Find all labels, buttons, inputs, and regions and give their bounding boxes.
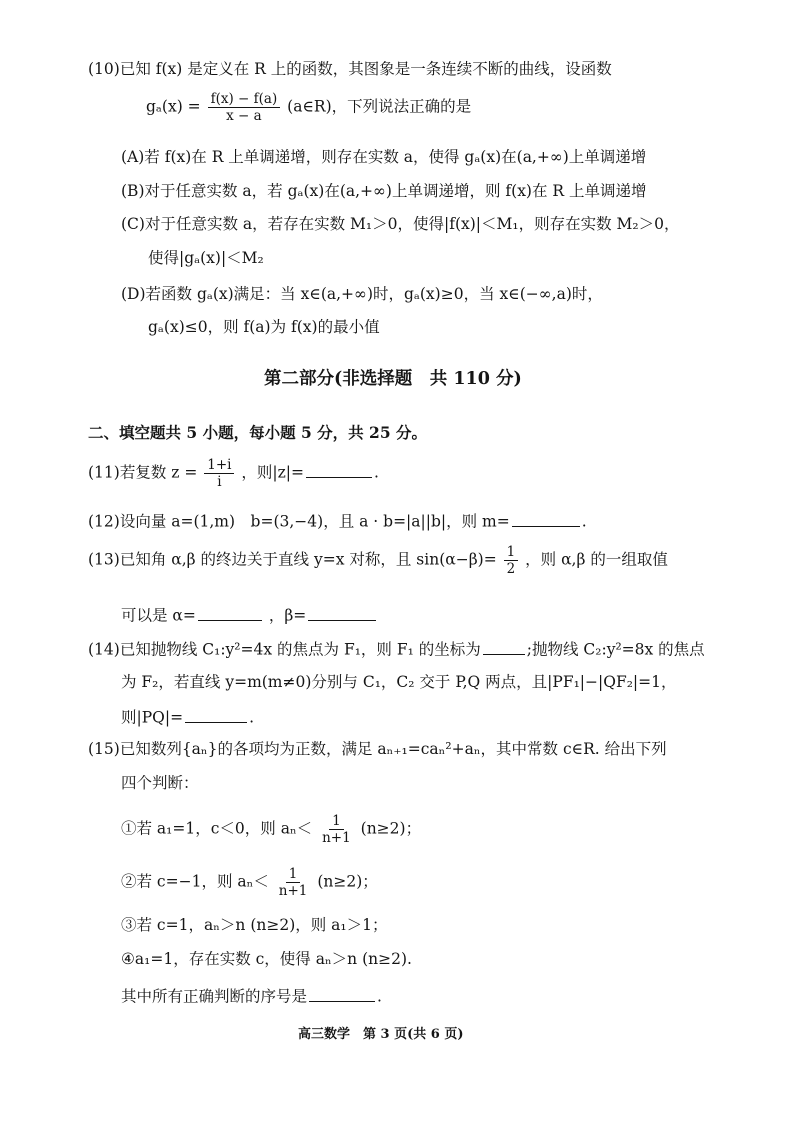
q13-numerator: 1 bbox=[504, 545, 519, 561]
q11-suffix: ，则|z|= bbox=[241, 463, 305, 482]
q14-line2: 为 F₂，若直线 y=m(m≠0)分别与 C₁，C₂ 交于 P,Q 两点，且|PF₁|−|QF₂|=1， bbox=[121, 673, 677, 691]
q11-answer-blank[interactable] bbox=[306, 461, 372, 478]
q14-pq-blank[interactable] bbox=[185, 706, 247, 723]
q10-option-d-line2: gₐ(x)≤0，则 f(a)为 f(x)的最小值 bbox=[148, 318, 380, 336]
j1-suffix: (n≥2)； bbox=[360, 819, 422, 838]
g-denominator: x − a bbox=[226, 108, 262, 125]
q10-option-d-line1: (D)若函数 gₐ(x)满足：当 x∈(a,+∞)时，gₐ(x)≥0，当 x∈(−∞,a)时， bbox=[121, 285, 603, 303]
j1-numerator: 1 bbox=[329, 814, 344, 830]
q15-line1: (15)已知数列{aₙ}的各项均为正数，满足 aₙ₊₁=caₙ²+aₙ，其中常数 c∈R. 给出下列 bbox=[88, 740, 667, 758]
q10-option-b: (B)对于任意实数 a，若 gₐ(x)在(a,+∞)上单调递增，则 f(x)在 R 上单调递增 bbox=[121, 182, 647, 200]
q14-f1-blank[interactable] bbox=[483, 638, 525, 655]
q10-option-c-line2: 使得|gₐ(x)|＜M₂ bbox=[148, 249, 264, 267]
q11-numerator: 1+i bbox=[204, 458, 234, 474]
q13-line2 bbox=[121, 604, 378, 626]
q10-stem: (10)已知 f(x) 是定义在 R 上的函数，其图象是一条连续不断的曲线，设函数 bbox=[88, 60, 612, 78]
j2-denominator: n+1 bbox=[278, 883, 308, 900]
q15-final-text: 其中所有正确判断的序号是 bbox=[121, 987, 308, 1006]
q11-fraction bbox=[204, 458, 234, 489]
q14-line3 bbox=[121, 706, 254, 728]
q12-end: . bbox=[581, 512, 587, 531]
part2-title: 第二部分(非选择题 共 110 分) bbox=[264, 369, 522, 389]
q11-denominator: i bbox=[217, 474, 222, 491]
j1-prefix: ①若 a₁=1，c＜0，则 aₙ＜ bbox=[121, 819, 313, 838]
q15-judgment-1 bbox=[121, 814, 421, 845]
j2-prefix: ②若 c=−1，则 aₙ＜ bbox=[121, 872, 269, 891]
g-numerator: f(x) − f(a) bbox=[208, 92, 281, 108]
q13-beta-blank[interactable] bbox=[308, 604, 376, 621]
q13-fraction bbox=[504, 545, 519, 576]
q15-answer-blank[interactable] bbox=[309, 985, 375, 1002]
q14-end: . bbox=[249, 708, 255, 727]
q14-line1-a: (14)已知抛物线 C₁:y²=4x 的焦点为 F₁，则 F₁ 的坐标为 bbox=[88, 640, 481, 659]
q14-line1-b: ;抛物线 C₂:y²=8x 的焦点 bbox=[526, 640, 705, 659]
q14-line1 bbox=[88, 638, 705, 660]
q15-line2: 四个判断： bbox=[121, 774, 199, 792]
q13-alpha-label: 可以是 α= bbox=[121, 606, 196, 625]
j1-denominator: n+1 bbox=[322, 830, 351, 847]
section2-heading: 二、填空题共 5 小题，每小题 5 分，共 25 分。 bbox=[88, 423, 428, 442]
q15-judgment-4: ④a₁=1，存在实数 c，使得 aₙ＞n (n≥2). bbox=[121, 950, 412, 968]
q10-g-definition bbox=[146, 92, 471, 123]
q10-option-c-line1: (C)对于任意实数 a，若存在实数 M₁＞0，使得|f(x)|＜M₁，则存在实数 M₂＞0， bbox=[121, 215, 680, 233]
q13-denominator: 2 bbox=[506, 561, 516, 578]
q15-final bbox=[121, 985, 382, 1007]
q13-prefix: (13)已知角 α,β 的终边关于直线 y=x 对称，且 sin(α−β)= bbox=[88, 550, 497, 569]
q12-text: (12)设向量 a=(1,m) b=(3,−4)，且 a · b=|a||b|，则 m= bbox=[88, 512, 510, 531]
j2-numerator: 1 bbox=[286, 867, 301, 883]
q11-prefix: (11)若复数 z = bbox=[88, 463, 198, 482]
q14-line3-text: 则|PQ|= bbox=[121, 708, 184, 727]
q13-beta-label: ，β= bbox=[268, 606, 307, 625]
g-fraction bbox=[208, 92, 281, 123]
j2-fraction bbox=[276, 867, 311, 898]
q12 bbox=[88, 510, 587, 532]
g-rest: (a∈R)，下列说法正确的是 bbox=[287, 97, 472, 116]
q15-judgment-3: ③若 c=1，aₙ＞n (n≥2)，则 a₁＞1； bbox=[121, 916, 388, 934]
g-lhs: gₐ(x) = bbox=[146, 97, 201, 116]
q11-end: . bbox=[374, 463, 379, 482]
q13-line1 bbox=[88, 545, 668, 576]
q11 bbox=[88, 458, 379, 489]
q10-option-a: (A)若 f(x)在 R 上单调递增，则存在实数 a，使得 gₐ(x)在(a,+∞)上单调递增 bbox=[121, 148, 647, 166]
page-footer: 高三数学 第 3 页(共 6 页) bbox=[298, 1027, 464, 1042]
q13-suffix: ，则 α,β 的一组取值 bbox=[525, 550, 668, 569]
q13-alpha-blank[interactable] bbox=[198, 604, 262, 621]
q12-answer-blank[interactable] bbox=[512, 510, 580, 527]
j2-suffix: (n≥2)； bbox=[317, 872, 378, 891]
q15-end: . bbox=[377, 987, 382, 1006]
q15-judgment-2 bbox=[121, 867, 378, 898]
j1-fraction bbox=[319, 814, 354, 845]
